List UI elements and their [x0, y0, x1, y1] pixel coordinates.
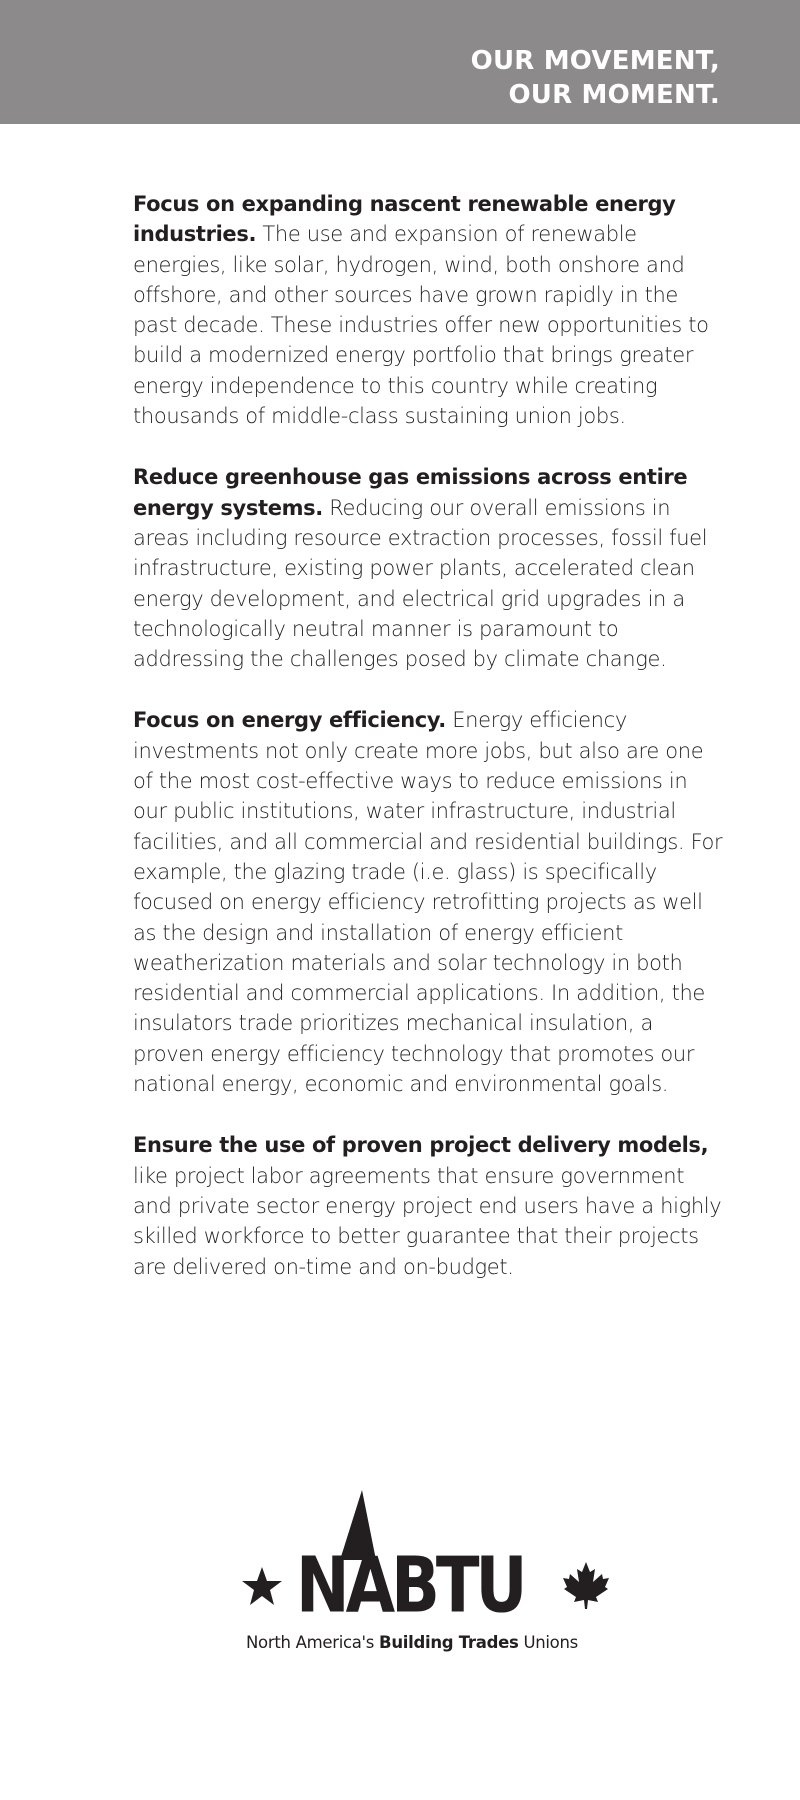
banner-title-line-2: OUR MOMENT.: [508, 80, 720, 110]
paragraph-energy-efficiency: [133, 705, 723, 1099]
paragraph-body: like project labor agreements that ensure government and private sector energy project end users have a highly skilled workforce to better guarantee that their projects are delivered on-time and on-budget.: [133, 1163, 722, 1279]
tagline-part-3: Unions: [523, 1633, 578, 1652]
paragraph-body: Energy efficiency investments not only create more jobs, but also are one of the most cost-effective ways to reduce emissions in our public institutions, water infrastructure, industrial facilities, and all commercial and residential buildings. For example, the glazing trade (i.e. glass) is specifically focused on energy efficiency retrofitting projects as well as the design and installation of energy efficient weatherization materials and solar technology in both residential and commercial applications. In addition, the insulators trade prioritizes mechanical insulation, a proven energy efficiency technology that promotes our national energy, economic and environmental goals.: [133, 708, 723, 1097]
paragraph-body: Reducing our overall emissions in areas including resource extraction processes, fossil fuel infrastructure, existing power plants, accelerated clean energy development, and electrical grid upgrades in a technologically neutral manner is paramount to addressing the challenges posed by climate change.: [133, 495, 708, 672]
header-banner: [0, 0, 800, 124]
logo-wordmark: NABTU: [296, 1542, 524, 1631]
paragraph-project-delivery: [133, 1130, 723, 1281]
paragraph-heading: Focus on energy efficiency.: [133, 708, 446, 733]
banner-title-line-1: OUR MOVEMENT,: [470, 46, 720, 76]
paragraph-heading: Ensure the use of proven project delivery models,: [133, 1133, 709, 1158]
nabtu-logo: [240, 1490, 610, 1660]
paragraph-heading: Reduce greenhouse gas emissions across entire energy systems.: [133, 465, 688, 520]
paragraph-heading: Focus on expanding nascent renewable energy industries.: [133, 192, 676, 247]
paragraph-greenhouse-gas: [133, 462, 723, 674]
paragraph-renewable-energy: [133, 189, 723, 431]
tagline-part-2: Building Trades: [379, 1633, 519, 1652]
logo-tagline: [246, 1633, 578, 1653]
maple-leaf-icon: [562, 1560, 610, 1610]
star-icon: [240, 1565, 284, 1609]
main-content: [133, 189, 723, 1313]
paragraph-body: The use and expansion of renewable energies, like solar, hydrogen, wind, both onshore and offshore, and other sources have grown rapidly in the past decade. These industries offer new opportunities to build a modernized energy portfolio that brings greater energy independence to this country while creating thousands of middle-class sustaining union jobs.: [133, 222, 709, 429]
tagline-part-1: North America's: [246, 1633, 375, 1652]
